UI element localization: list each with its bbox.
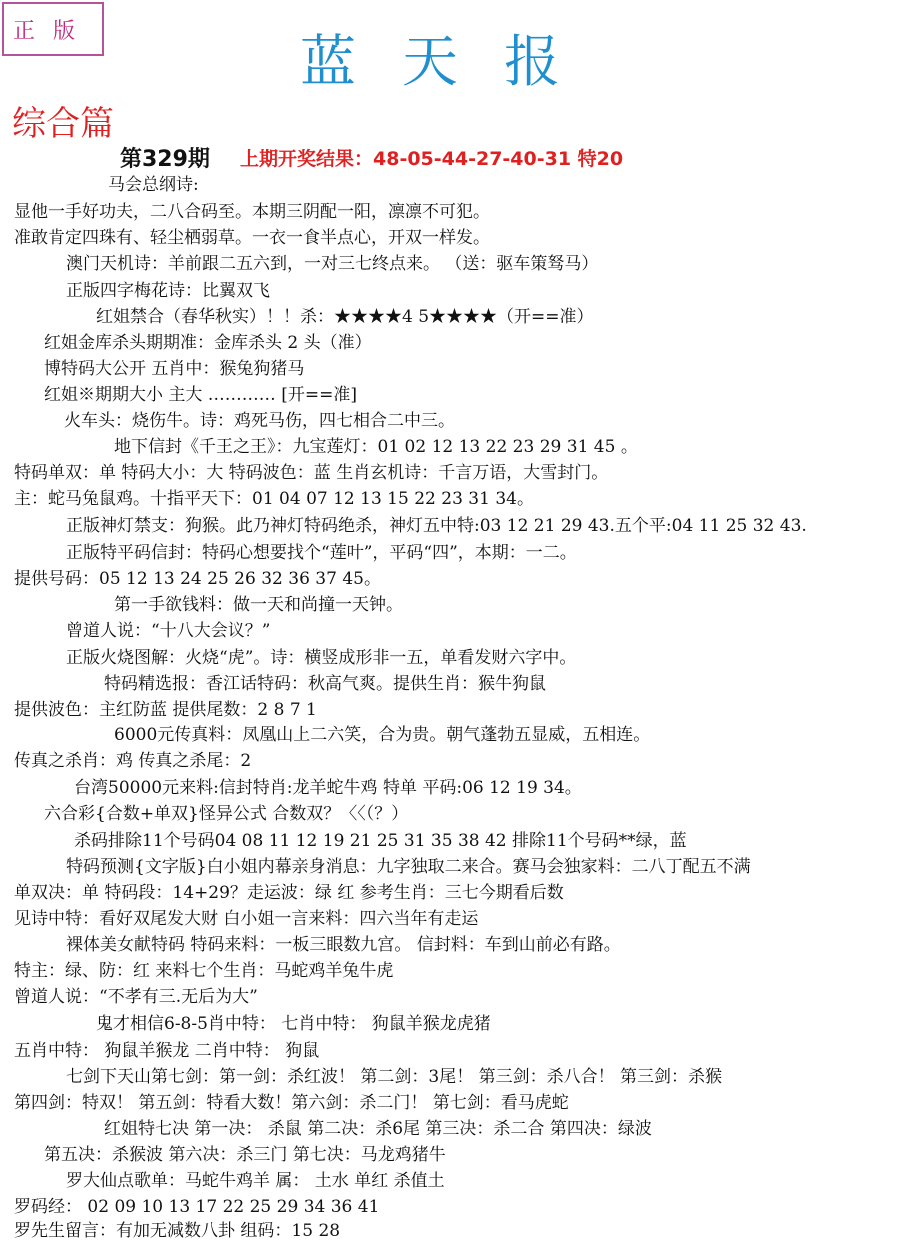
text-line: 特码预测{文字版}白小姐内幕亲身消息：九字独取二来合。赛马会独家料：二八丁配五不满 (66, 857, 751, 877)
text-line: 罗大仙点歌单：马蛇牛鸡羊 属： 土水 单红 杀值土 (66, 1171, 445, 1191)
text-line: 第一手欲钱料：做一天和尚撞一天钟。 (114, 595, 403, 615)
newspaper-title: 蓝天报 (300, 30, 606, 95)
text-line: 主：蛇马兔鼠鸡。十指平天下：01 04 07 12 13 15 22 23 31 34。 (14, 489, 534, 509)
text-line: 特码精选报：香江话特码：秋高气爽。提供生肖：猴牛狗鼠 (104, 674, 546, 694)
text-line: 博特码大公开 五肖中：猴兔狗猪马 (44, 359, 305, 379)
text-line: 红姐特七决 第一决： 杀鼠 第二决：杀6尾 第三决：杀二合 第四决：绿波 (104, 1119, 652, 1139)
text-line: 第四剑：特双！ 第五剑：特看大数！第六剑：杀二门！ 第七剑：看马虎蛇 (14, 1093, 569, 1113)
text-line: 特码单双：单 特码大小：大 特码波色：蓝 生肖玄机诗：千言万语，大雪封门。 (14, 463, 609, 483)
text-line: 地下信封《千王之王》：九宝莲灯：01 02 12 13 22 23 29 31 45 。 (114, 437, 638, 457)
text-line: 单双决：单 特码段：14+29？走运波：绿 红 参考生肖：三七今期看后数 (14, 883, 564, 903)
text-line: 裸体美女献特码 特码来料：一板三眼数九宫。 信封料：车到山前必有路。 (66, 935, 621, 955)
text-line: 曾道人说：“十八大会议？” (66, 621, 271, 641)
last-draw-result: 上期开奖结果：48-05-44-27-40-31 特20 (240, 148, 624, 170)
text-line: 红姐※期期大小 主大 ………… [开==准] (44, 385, 357, 405)
text-line: 6000元传真料：凤凰山上二六笑，合为贵。朝气蓬勃五显威，五相连。 (114, 725, 651, 745)
text-line: 七剑下天山第七剑：第一剑：杀红波！ 第二剑：3尾！ 第三剑：杀八合！ 第三剑：杀猴 (66, 1067, 723, 1087)
text-line: 五肖中特： 狗鼠羊猴龙 二肖中特： 狗鼠 (14, 1041, 320, 1061)
text-line: 火车头：烧伤牛。诗：鸡死马伤，四七相合二中三。 (64, 411, 455, 431)
text-line: 正版火烧图解：火烧“虎”。诗：横竖成形非一五，单看发财六字中。 (66, 648, 577, 668)
text-line: 提供号码：05 12 13 24 25 26 32 36 37 45。 (14, 569, 381, 589)
text-line: 红姐金库杀头期期准：金库杀头 2 头（准） (44, 333, 372, 353)
text-line: 正版特平码信封：特码心想要找个“莲叶”，平码“四”，本期：一二。 (66, 543, 577, 563)
text-line: 台湾50000元来料:信封特肖:龙羊蛇牛鸡 特单 平码:06 12 19 34。 (74, 778, 582, 798)
text-line: 正版四字梅花诗：比翼双飞 (66, 281, 270, 301)
text-line: 罗先生留言：有加无减数八卦 组码：15 28 (14, 1221, 341, 1241)
text-line: 澳门天机诗：羊前跟二五六到，一对三七终点来。 （送：驱车策驽马） (66, 254, 599, 274)
authentic-badge: 正版 (2, 2, 104, 56)
text-line: 罗码经： 02 09 10 13 17 22 25 29 34 36 41 (14, 1197, 380, 1217)
text-line: 准敢肯定四珠有、轻尘栖弱草。一衣一食半点心，开双一样发。 (14, 228, 490, 248)
text-line: 提供波色：主红防蓝 提供尾数：2 8 7 1 (14, 700, 317, 720)
text-line: 特主：绿、防：红 来料七个生肖：马蛇鸡羊兔牛虎 (14, 961, 394, 981)
text-line: 正版神灯禁支：狗猴。此乃神灯特码绝杀，神灯五中特:03 12 21 29 43.五个平:04 11 25 32 43. (66, 516, 807, 536)
text-line: 曾道人说：“不孝有三.无后为大” (14, 987, 258, 1007)
text-line: 马会总纲诗: (108, 175, 199, 195)
text-line: 红姐禁合（春华秋实）！！杀：★★★★4 5★★★★（开==准） (96, 307, 594, 327)
text-line: 杀码排除11个号码04 08 11 12 19 21 25 31 35 38 42 排除11个号码**绿，蓝 (74, 831, 687, 851)
issue-number: 第329期 (120, 147, 210, 172)
text-line: 见诗中特：看好双尾发大财 白小姐一言来料：四六当年有走运 (14, 909, 479, 929)
text-line: 六合彩{合数+单双}怪异公式 合数双？〈〈（？） (44, 804, 409, 824)
section-heading: 综合篇 (12, 104, 114, 144)
text-line: 显他一手好功夫，二八合码至。本期三阴配一阳，凛凛不可犯。 (14, 202, 490, 222)
text-line: 第五决：杀猴波 第六决：杀三门 第七决：马龙鸡猪牛 (44, 1145, 446, 1165)
text-line: 鬼才相信6-8-5肖中特： 七肖中特： 狗鼠羊猴龙虎猪 (96, 1014, 491, 1034)
text-line: 传真之杀肖：鸡 传真之杀尾：2 (14, 751, 252, 771)
